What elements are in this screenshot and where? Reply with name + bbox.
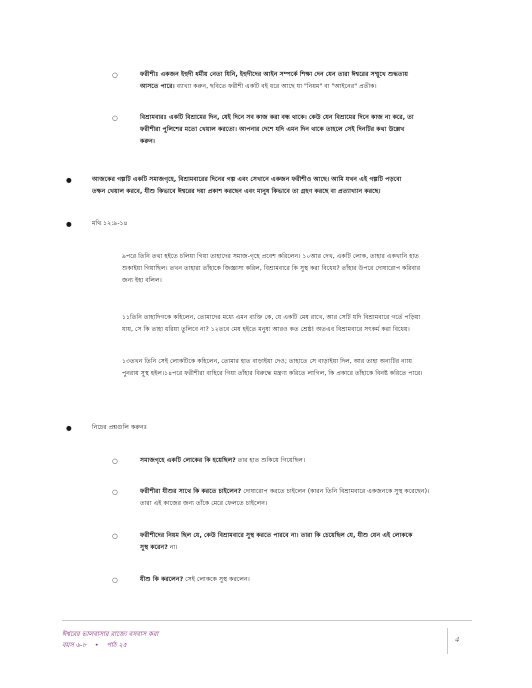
questions-heading: নিচের প্রশ্নগুলি করুনঃ	[92, 424, 148, 431]
definition-pharisee: ফরীশীঃ একজন ইহুদী ধর্মীয় নেতা যিনি, ইহুদীদের আইন সম্পর্কে শিক্ষা দেন যেন তারা ঈশ্বরের সম্মুখে শুদ্ধতায় আসতে পারে। ব্যাখ্যা করুন, ছবিতে ফরীশী একটি বই ধরে আছে যা "নিয়ম" বা "আইনের" প্রতীক।	[140, 71, 408, 90]
footer-divider	[62, 620, 472, 621]
scripture-paragraph: ৯পরে তিনি তথা হইতে চলিয়া গিয়া তাহাদের সমাজ-গৃহে প্রবেশ করিলেন। ১০আর দেখ, একটি লোক, তাহার একখানি হাত শুকাইয়া গিয়াছিল। তখন তাহারা তাঁহাকে জিজ্ঞাসা করিল, বিশ্রামবারে কি সুস্থ করা বিধেয়? তাঁহার উপরে দোষারোপ করিবার জন্য ইহা বলিল।	[122, 253, 421, 284]
scripture-paragraph: ১৩তখন তিনি সেই লোকটিকে কহিলেন, তোমার হাত বাড়াইয়া দেও; তাহাতে সে বাড়াইয়া দিল, আর তাহা অন্যটির ন্যায় পুনরায় সুস্থ হইল।১৪পরে ফরীশীরা বাহিরে গিয়া তাঁহার বিরুদ্ধে মন্ত্রণা করিতে লাগিল, কি প্রকারে তাঁহাকে বিনষ্ট করিতে পারে।	[122, 358, 423, 377]
footer-divider-vertical	[447, 628, 448, 654]
dot-bullet-icon: ●	[66, 220, 72, 228]
circle-bullet-icon: ○	[112, 488, 118, 496]
circle-bullet-icon: ○	[112, 457, 118, 465]
dot-bullet-icon: ●	[66, 176, 72, 184]
footer-subtitle: বয়স ৬-৮ • পাঠ ২৫	[62, 641, 127, 649]
circle-bullet-icon: ○	[112, 71, 118, 79]
question-item: সমাজগৃহে একটি লোকের কি হয়েছিল? তার হাত শুকিয়ে গিয়েছিল।	[140, 457, 306, 464]
question-item: ফরীশীরা যীশুর সাথে কি করতে চাইলেন? দোষারোপ করতে চাইলেন (কারন তিনি বিশ্রামবারে একজনকে সুস্থ করেছেন)। তারা এই কাজের জন্য তাঁকে মেরে ফেলতে চাইলেন।	[140, 488, 430, 507]
scripture-paragraph: ১১তিনি তাহাদিগকে কহিলেন, তোমাদের মধ্যে এমন ব্যক্তি কে, যে একটি মেষ রাখে, আর সেটি যদি বিশ্রামবারে গর্তে পড়িয়া যায়, সে কি তাহা ধরিয়া তুলিবে না? ১২তবে মেষ হইতে মনুষ্য আরও কত শ্রেষ্ঠ! অতএব বিশ্রামবারে সৎকর্ম করা বিধেয়।	[122, 314, 421, 333]
question-item: ফরীশীদের নিয়ম ছিল যে, কেউ বিশ্রামবারে সুস্থ করতে পারবে না। তারা কি চেয়েছিল যে, যীশু যেন এই লোককে সুস্থ করেন? না।	[140, 532, 413, 551]
page-number: 4	[455, 636, 460, 644]
footer-title: ঈশ্বরের ভালবাসার রাজ্যে বসবাস করা	[62, 630, 159, 638]
circle-bullet-icon: ○	[112, 576, 118, 584]
definition-sabbath: বিশ্রামবারঃ একটি বিশ্রামের দিন, যেই দিনে সব কাজ করা বন্ধ থাকে। কেউ যেন বিশ্রামের দিনে কাজ না করে, তা ফরীশীরা পুলিশের মতো খেয়াল করতো। আপনার দেশে যদি এমন দিন থাকে তাহলে সেই দিনটির কথা উল্লেখ করুন।	[140, 114, 414, 145]
circle-bullet-icon: ○	[112, 114, 118, 122]
story-intro: আজকের গল্পটি একটি সমাজগৃহে, বিশ্রামবারের দিনের গল্প এবং সেখানে একজন ফরীশীও আছে। আমি যখন এই গল্পটি পড়বো তক্ষন খেয়াল করবে, যীশু কিভাবে ঈশ্বরের দয়া প্রকাশ করছেন এবং মানুষ কিভাবে তা গ্রহণ করছে বা প্রত্যাখ্যান করছে।	[92, 176, 402, 195]
circle-bullet-icon: ○	[112, 532, 118, 540]
question-item: যীশু কি করলেন? সেই লোককে সুস্থ করলেন।	[140, 576, 250, 583]
scripture-reference: মথি ১২:৯-১৪	[92, 220, 128, 227]
dot-bullet-icon: ●	[66, 424, 72, 432]
